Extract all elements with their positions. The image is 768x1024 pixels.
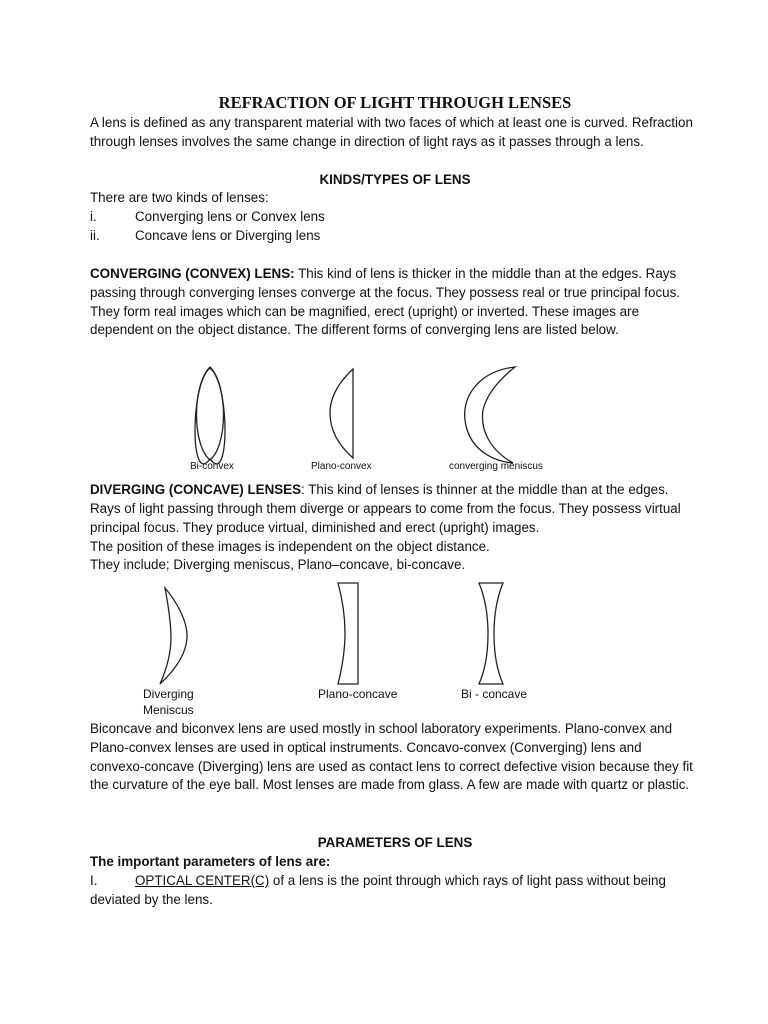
parameters-intro: The important parameters of lens are: (90, 854, 331, 869)
list-item (0, 227, 768, 246)
diverging-lead: DIVERGING (CONCAVE) LENSES (90, 482, 302, 497)
biconvex-lens-outline (197, 367, 224, 460)
kinds-heading: KINDS/TYPES OF LENS (319, 172, 471, 187)
diverging-paragraph (90, 481, 695, 537)
uses-paragraph: Biconcave and biconvex lens are used mostly in school laboratory experiments. Plano-convex and Plano-convex lenses are used in optical instruments. Concavo-convex (Converging) lens and convexo-concave (Diverging) lens are used as contact lens to correct defective vision because they fit the curvature of the eye ball. Most lenses are made from glass. A few are made with quartz or plastic. (90, 721, 693, 793)
parameter-term: OPTICAL CENTER(C) (135, 873, 270, 888)
kinds-intro: There are two kinds of lenses: (90, 190, 269, 205)
biconcave-lens-shape (479, 583, 503, 684)
diverging-meniscus-shape (160, 588, 187, 684)
concave-lenses-figure (0, 580, 768, 690)
diverging-meniscus-label-2: Meniscus (143, 703, 194, 717)
converging-lead: CONVERGING (CONVEX) LENS: (90, 266, 295, 281)
diverging-meniscus-label: Diverging (143, 687, 194, 701)
list-item-text: Concave lens or Diverging lens (135, 228, 321, 243)
list-item-number: I. (90, 873, 98, 888)
diverging-text: : This kind of lenses is thinner at the middle than at the edges. Rays of light passing through them diverge or appears to come from the focus. They possess virtual principal focus. They produce virtual, diminished and erect (upright) images. (90, 482, 681, 535)
biconvex-lens-shape (195, 368, 225, 464)
diverging-line-3: They include; Diverging meniscus, Plano–concave, bi-concave. (90, 557, 466, 572)
list-item-number: i. (90, 209, 97, 224)
converging-paragraph (90, 265, 695, 340)
intro-paragraph: A lens is defined as any transparent material with two faces of which at least one is curved. Refraction through lenses involves the same change in direction of light rays as it passes through a lens. (90, 115, 693, 149)
list-item (0, 208, 768, 227)
parameter-text: of a lens is the point through which rays of light pass without being deviated by the lens. (90, 873, 666, 907)
converging-meniscus-shape (465, 367, 515, 463)
list-item (0, 872, 768, 912)
biconcave-label: Bi - concave (461, 687, 528, 701)
converging-text: This kind of lens is thicker in the middle than at the edges. Rays passing through converging lenses converge at the focus. They possess real or true principal focus. They form real images which can be magnified, erect (upright) or inverted. These images are dependent on the object distance. The different forms of converging lens are listed below. (90, 266, 681, 338)
page-title: REFRACTION OF LIGHT THROUGH LENSES (218, 93, 572, 112)
diverging-line-2: The position of these images is independent on the object distance. (90, 539, 490, 554)
list-item-number: ii. (90, 228, 100, 243)
biconvex-label: Bi-convex (190, 461, 234, 472)
parameters-heading: PARAMETERS OF LENS (317, 835, 473, 850)
list-item-text: Converging lens or Convex lens (135, 209, 325, 224)
planoconcave-lens-shape (338, 583, 358, 684)
planoconvex-label: Plano-convex (311, 461, 372, 472)
planoconvex-lens-shape (330, 369, 353, 458)
planoconcave-label: Plano-concave (318, 687, 398, 701)
convex-lenses-figure (0, 355, 768, 480)
parameter-definition (90, 872, 695, 910)
converging-meniscus-label: converging meniscus (449, 461, 543, 472)
